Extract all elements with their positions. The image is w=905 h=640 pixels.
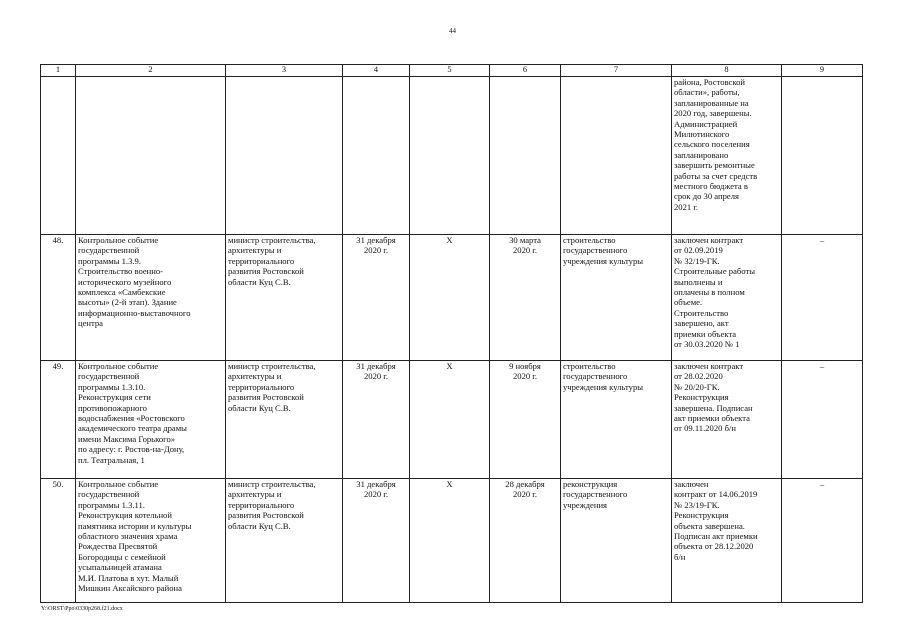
fact-date-cell: 28 декабря 2020 г. [490,479,561,603]
header-col-3: 3 [226,65,343,77]
header-col-2: 2 [76,65,226,77]
row-number: 49. [41,361,76,479]
row-number: 50. [41,479,76,603]
status-cell: заключен контракт от 28.02.2020 № 20/20-ГК. Реконструкция завершена. Подписан акт приемки объекта от 09.11.2020 б/н [672,361,782,479]
header-col-6: 6 [490,65,561,77]
header-row [41,65,863,77]
responsible-cell: министр строительства, архитектуры и территориального развития Ростовской области Куц С.В. [226,235,343,361]
header-col-1: 1 [41,65,76,77]
result-cell: строительство государственного учреждения культуры [561,235,672,361]
col5-cell: Х [410,479,490,603]
responsible-cell [226,77,343,235]
header-col-9: 9 [782,65,863,77]
status-cell: заключен контракт от 02.09.2019 № 32/19-ГК. Строительные работы выполнены и оплачены в полном объеме. Строительство завершено, акт приемки объекта от 30.03.2020 № 1 [672,235,782,361]
plan-date-cell: 31 декабря 2020 г. [343,361,410,479]
responsible-cell: министр строительства, архитектуры и территориального развития Ростовской области Куц С.В. [226,479,343,603]
table-row [41,479,863,603]
col9-cell: – [782,361,863,479]
header-col-5: 5 [410,65,490,77]
result-cell: реконструкция государственного учреждения [561,479,672,603]
fact-date-cell: 30 марта 2020 г. [490,235,561,361]
col5-cell: Х [410,361,490,479]
col5-cell [410,77,490,235]
plan-date-cell: 31 декабря 2020 г. [343,235,410,361]
col9-cell [782,77,863,235]
col9-cell: – [782,235,863,361]
header-col-8: 8 [672,65,782,77]
event-cell: Контрольное событие государственной программы 1.3.10. Реконструкция сети противопожарного водоснабжения «Ростовского академического театра драмы имени Максима Горького» по адресу: г. Ростов-на-Дону, пл. Театральная, 1 [76,361,226,479]
header-col-4: 4 [343,65,410,77]
plan-date-cell [343,77,410,235]
document-file-path: Y:\ORST\Ppo\0330p268.f21.docx [41,606,123,612]
row-number: 48. [41,235,76,361]
event-cell [76,77,226,235]
status-cell: района, Ростовской области», работы, запланированные на 2020 год, завершены. Администрацией Милютинского сельского поселения запланировано завершить ремонтные работы за счет средств местного бюджета в срок до 30 апреля 2021 г. [672,77,782,235]
table-row [41,235,863,361]
responsible-cell: министр строительства, архитектуры и территориального развития Ростовской области Куц С.В. [226,361,343,479]
report-table [40,64,863,603]
col9-cell: – [782,479,863,603]
result-cell: строительство государственного учреждения культуры [561,361,672,479]
table-row [41,77,863,235]
fact-date-cell: 9 ноября 2020 г. [490,361,561,479]
event-cell: Контрольное событие государственной программы 1.3.9. Строительство военно- исторического музейного комплекса «Самбекские высоты» (2-й этап). Здание информационно-выставочного центра [76,235,226,361]
page-number: 44 [449,27,456,35]
plan-date-cell: 31 декабря 2020 г. [343,479,410,603]
row-number [41,77,76,235]
event-cell: Контрольное событие государственной программы 1.3.11. Реконструкция котельной памятника истории и культуры областного значения храма Рождества Пресвятой Богородицы с семейной усыпальницей атамана М.И. Платова в хут. Малый Мишкин Аксайского района [76,479,226,603]
status-cell: заключен контракт от 14.06.2019 № 23/19-ГК. Реконструкция объекта завершена. Подписан акт приемки объекта от 28.12.2020 б/н [672,479,782,603]
col5-cell: Х [410,235,490,361]
fact-date-cell [490,77,561,235]
header-col-7: 7 [561,65,672,77]
table-row [41,361,863,479]
result-cell [561,77,672,235]
